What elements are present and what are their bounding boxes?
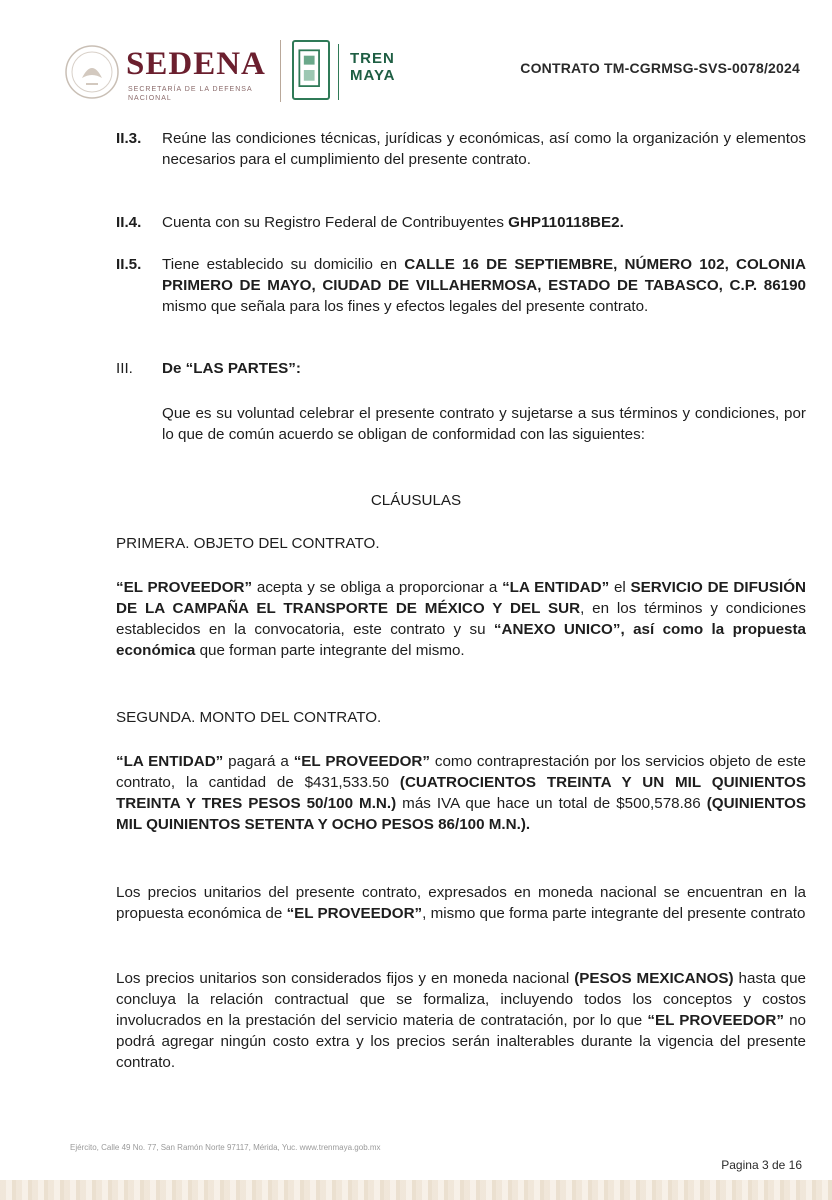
item-II-4-lead: Cuenta con su Registro Federal de Contribuyentes <box>162 214 509 231</box>
page-number: Pagina 3 de 16 <box>721 1158 802 1172</box>
section-III-title-a: De <box>162 360 186 377</box>
sedena-subtitle: SECRETARÍA DE LA DEFENSA NACIONAL <box>128 86 253 102</box>
unit-prices-lead: Los precios unitarios del presente contrato, expresados en moneda nacional se encuentran en la propuesta económica de <box>116 884 806 922</box>
segunda-heading: SEGUNDA. MONTO DEL CONTRATO. <box>116 709 382 726</box>
clausulas-heading: CLÁUSULAS <box>370 492 462 509</box>
contract-id: CONTRATO TM-CGRMSG-SVS-0078/2024 <box>520 60 800 76</box>
fixed-prices-lead: Los precios unitarios son considerados fijos y en moneda nacional <box>116 970 575 987</box>
footer-decorative-band <box>0 1180 832 1200</box>
tren-maya-emblem-icon <box>292 40 330 100</box>
segunda-entidad: “LA ENTIDAD” <box>116 753 224 770</box>
item-number-II-4: II.4. <box>116 214 142 231</box>
item-number-II-3: II.3. <box>116 130 142 147</box>
section-III-text: Que es su voluntad celebrar el presente contrato y sujetarse a sus términos y condiciones, por lo que de común acuerdo se obligan de conformidad con las siguientes: <box>162 405 806 443</box>
fixed-prices-paragraph <box>116 968 806 1073</box>
segunda-total-words: (QUINIENTOS MIL QUINIENTOS SETENTA Y OCHO PESOS 86/100 M.N.). <box>116 795 807 833</box>
footer-address: Ejército, Calle 49 No. 77, San Ramón Norte 97117, Mérida, Yuc. www.trenmaya.gob.mx <box>70 1143 381 1152</box>
section-III-title <box>162 358 301 379</box>
segunda-amount-text <box>116 751 806 835</box>
header-divider <box>280 40 281 102</box>
primera-seg-6: , en los términos y condiciones establecidos en la convocatoria, este contrato y su <box>116 600 807 638</box>
primera-heading: PRIMERA. OBJETO DEL CONTRATO. <box>116 535 380 552</box>
unit-prices-paragraph <box>116 882 806 924</box>
unit-prices-proveedor: “EL PROVEEDOR” <box>286 905 423 922</box>
section-III-title-b: “LAS PARTES”: <box>185 360 301 377</box>
fixed-prices-tail: no podrá agregar ningún costo extra y los precios serán inalterables durante la vigencia del presente contrato. <box>116 1012 806 1071</box>
item-II-4-text <box>162 212 806 233</box>
primera-entidad: “LA ENTIDAD” <box>502 579 610 596</box>
fixed-prices-proveedor: “EL PROVEEDOR” <box>647 1012 784 1029</box>
sedena-title: SEDENA <box>126 46 266 82</box>
letterhead <box>60 38 800 108</box>
unit-prices-tail: , mismo que forma parte integrante del presente contrato <box>422 905 806 922</box>
primera-seg-8: que forman parte integrante del mismo. <box>195 642 465 659</box>
primera-seg-2: acepta y se obliga a proporcionar a <box>252 579 503 596</box>
segunda-total: más IVA que hace un total de $500,578.86 <box>396 795 707 812</box>
rfc-value: GHP110118BE2. <box>508 214 624 231</box>
domicile-address: CALLE 16 DE SEPTIEMBRE, NÚMERO 102, COLONIA PRIMERO DE MAYO, CIUDAD DE VILLAHERMOSA, ESTADO DE TABASCO, C.P. 86190 <box>162 256 806 294</box>
fixed-prices-mid: hasta que concluya la relación contractual que se formaliza, incluyendo todos los conceptos y costos involucrados en la prestación del servicio materia de contratación, por lo que <box>116 970 806 1029</box>
item-II-5-text <box>162 254 806 317</box>
item-II-3-text: Reúne las condiciones técnicas, jurídicas y económicas, así como la organización y elementos necesarios para el cumplimiento del presente contrato. <box>162 130 806 168</box>
item-number-III: III. <box>116 360 133 377</box>
primera-seg-4: el <box>609 579 631 596</box>
primera-anexo: “ANEXO UNICO”, así como la propuesta económica <box>116 621 806 659</box>
segunda-amount-words: (CUATROCIENTOS TREINTA Y UN MIL QUINIENTOS TREINTA Y TRES PESOS 50/100 M.N.) <box>116 774 806 812</box>
tren-maya-divider <box>338 44 339 100</box>
mexican-eagle-seal-icon <box>64 44 120 100</box>
segunda-amount: como contraprestación por los servicios objeto de este contrato, la cantidad de $431,533.50 <box>116 753 806 791</box>
primera-proveedor: “EL PROVEEDOR” <box>116 579 253 596</box>
fixed-prices-currency: (PESOS MEXICANOS) <box>574 970 734 987</box>
primera-text <box>116 577 806 661</box>
primera-servicio: SERVICIO DE DIFUSIÓN DE LA CAMPAÑA EL TRANSPORTE DE MÉXICO Y DEL SUR <box>116 579 806 617</box>
item-II-5-lead: Tiene establecido su domicilio en <box>162 256 405 273</box>
item-II-5-tail: mismo que señala para los fines y efectos legales del presente contrato. <box>162 298 649 315</box>
segunda-seg-2: pagará a <box>223 753 294 770</box>
segunda-proveedor: “EL PROVEEDOR” <box>293 753 430 770</box>
tren-maya-logo-text: TREN MAYA <box>350 50 396 84</box>
item-number-II-5: II.5. <box>116 256 142 273</box>
